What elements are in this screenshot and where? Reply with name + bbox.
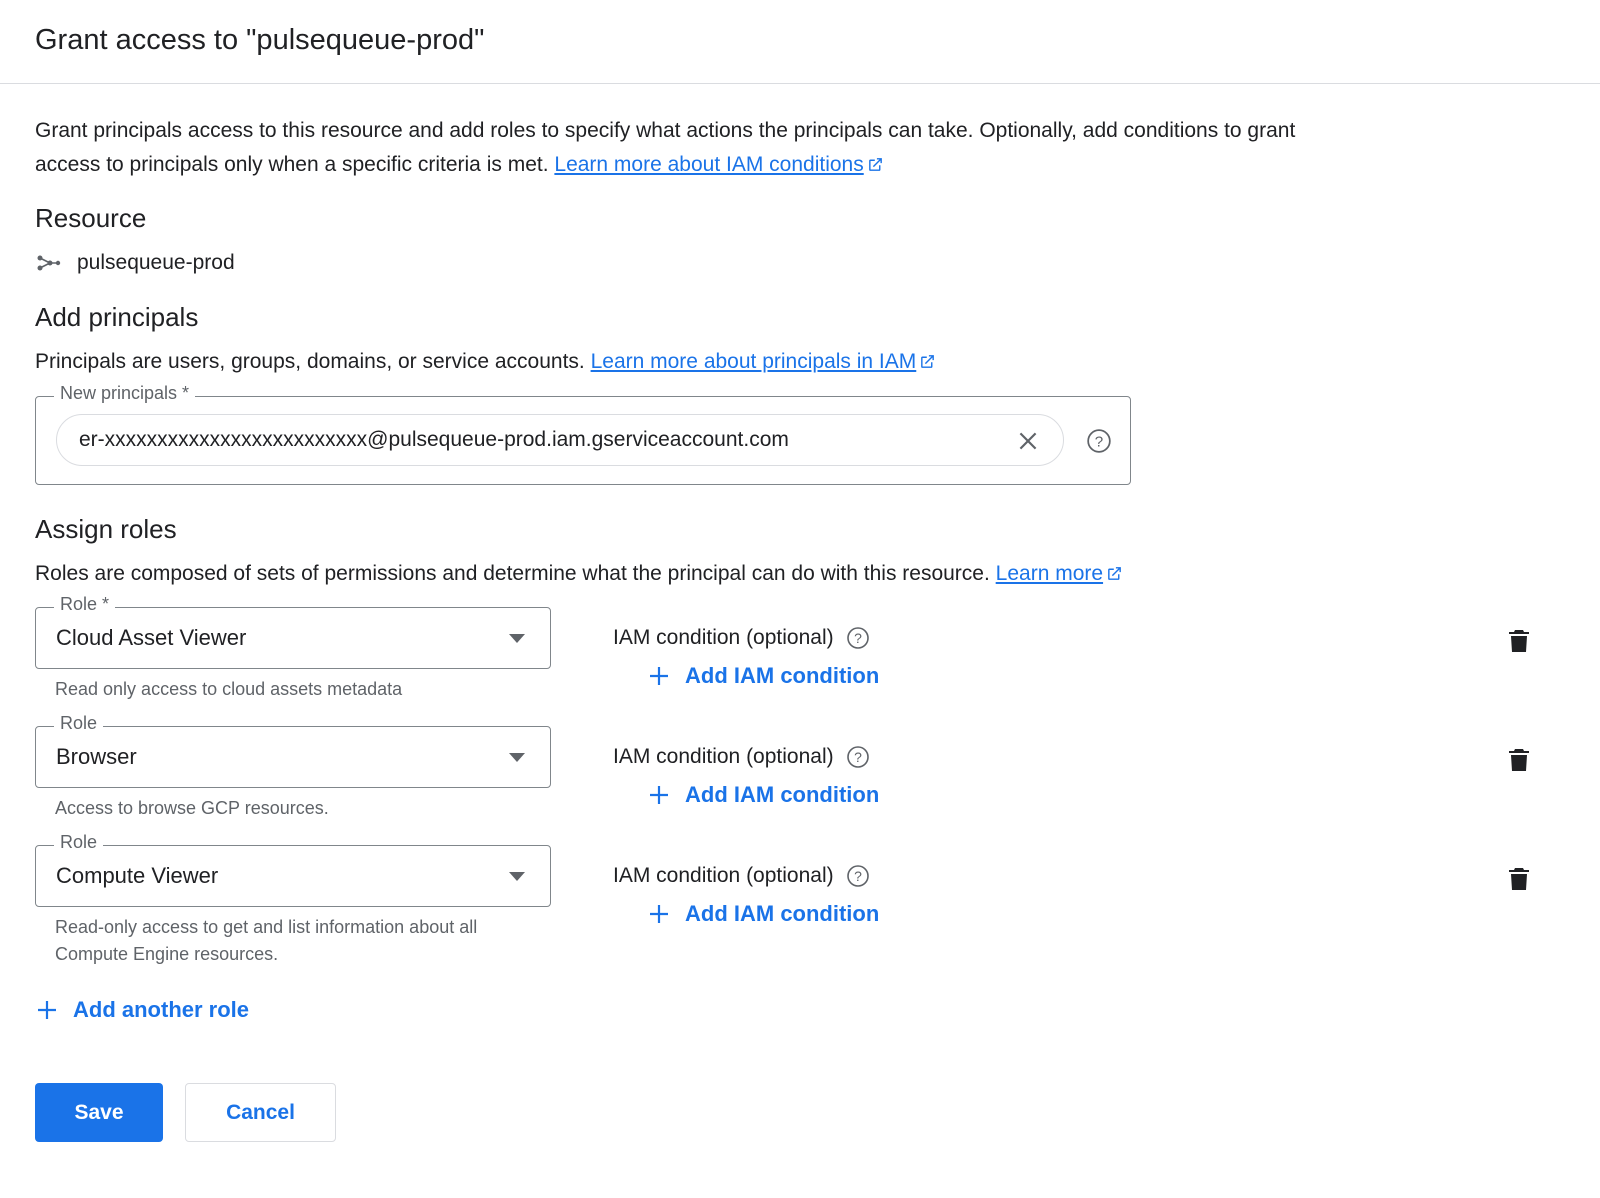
plus-icon: [648, 903, 670, 925]
principals-learn-more-link[interactable]: Learn more about principals in IAM: [591, 350, 937, 373]
role-help-text: Read only access to cloud assets metadata: [55, 679, 403, 699]
role-select-2[interactable]: [35, 713, 551, 788]
resource-row: [35, 248, 235, 278]
add-another-role-button[interactable]: Add another role: [36, 997, 249, 1023]
delete-icon[interactable]: [1508, 629, 1530, 653]
close-icon[interactable]: [1015, 428, 1041, 454]
svg-text:?: ?: [1094, 433, 1104, 451]
add-iam-condition-button[interactable]: Add IAM condition: [648, 901, 879, 927]
role-label: Role *: [54, 594, 115, 615]
delete-icon[interactable]: [1508, 867, 1530, 891]
svg-text:?: ?: [854, 749, 862, 765]
external-link-icon: [919, 353, 936, 370]
svg-text:?: ?: [854, 630, 862, 646]
role-value: Cloud Asset Viewer: [56, 625, 247, 650]
role-select-3[interactable]: [35, 832, 551, 907]
resource-hierarchy-icon: [35, 253, 61, 273]
role-label: Role: [54, 713, 103, 734]
add-principals-heading: Add principals: [35, 302, 199, 332]
resource-heading: Resource: [35, 203, 147, 233]
help-icon[interactable]: [1086, 428, 1112, 454]
add-iam-condition-button[interactable]: Add IAM condition: [648, 663, 879, 689]
roles-description: Roles are composed of sets of permissions and determine what the principal can do with this resource. Learn more: [35, 562, 1123, 586]
iam-condition-label: IAM condition (optional): [613, 864, 834, 887]
new-principals-field[interactable]: [35, 383, 1131, 485]
principal-chip-text: er-xxxxxxxxxxxxxxxxxxxxxxxxx@pulsequeue-prod.iam.gserviceaccount.com: [79, 428, 789, 451]
roles-learn-more-link[interactable]: Learn more: [996, 562, 1123, 585]
add-iam-condition-button[interactable]: Add IAM condition: [648, 782, 879, 808]
role-value: Browser: [56, 744, 137, 769]
intro-text: [35, 114, 1335, 182]
role-value: Compute Viewer: [56, 863, 219, 888]
iam-condition-label: IAM condition (optional): [613, 745, 834, 768]
resource-name: pulsequeue-prod: [77, 251, 235, 274]
intro-description: Grant principals access to this resource and add roles to specify what actions the principals can take. Optionally, add conditions to grant access to principals only when a specific criteria is met.: [35, 119, 1296, 176]
role-help-text: Access to browse GCP resources.: [55, 798, 329, 818]
iam-condition-label: IAM condition (optional): [613, 626, 834, 649]
role-label: Role: [54, 832, 103, 853]
dialog-header: [0, 0, 1600, 84]
dropdown-arrow-icon: [509, 872, 525, 881]
iam-conditions-link[interactable]: Learn more about IAM conditions: [554, 153, 883, 176]
plus-icon: [648, 784, 670, 806]
cancel-button[interactable]: Cancel: [185, 1083, 336, 1142]
external-link-icon: [1106, 565, 1123, 582]
svg-text:?: ?: [854, 868, 862, 884]
help-icon[interactable]: [846, 626, 870, 650]
external-link-icon: [867, 156, 884, 173]
delete-icon[interactable]: [1508, 748, 1530, 772]
plus-icon: [648, 665, 670, 687]
principal-chip[interactable]: [56, 414, 1064, 466]
assign-roles-heading: Assign roles: [35, 514, 177, 544]
dialog-title: Grant access to "pulsequeue-prod": [35, 24, 485, 56]
principals-description: Principals are users, groups, domains, or service accounts. Learn more about principals in IAM: [35, 350, 936, 374]
save-button[interactable]: Save: [35, 1083, 163, 1142]
help-icon[interactable]: [846, 864, 870, 888]
dropdown-arrow-icon: [509, 634, 525, 643]
role-select-1[interactable]: [35, 594, 551, 669]
dropdown-arrow-icon: [509, 753, 525, 762]
plus-icon: [36, 999, 58, 1021]
help-icon[interactable]: [846, 745, 870, 769]
role-help-text: Read-only access to get and list information about all Compute Engine resources.: [55, 917, 478, 964]
new-principals-label: New principals *: [54, 383, 195, 404]
